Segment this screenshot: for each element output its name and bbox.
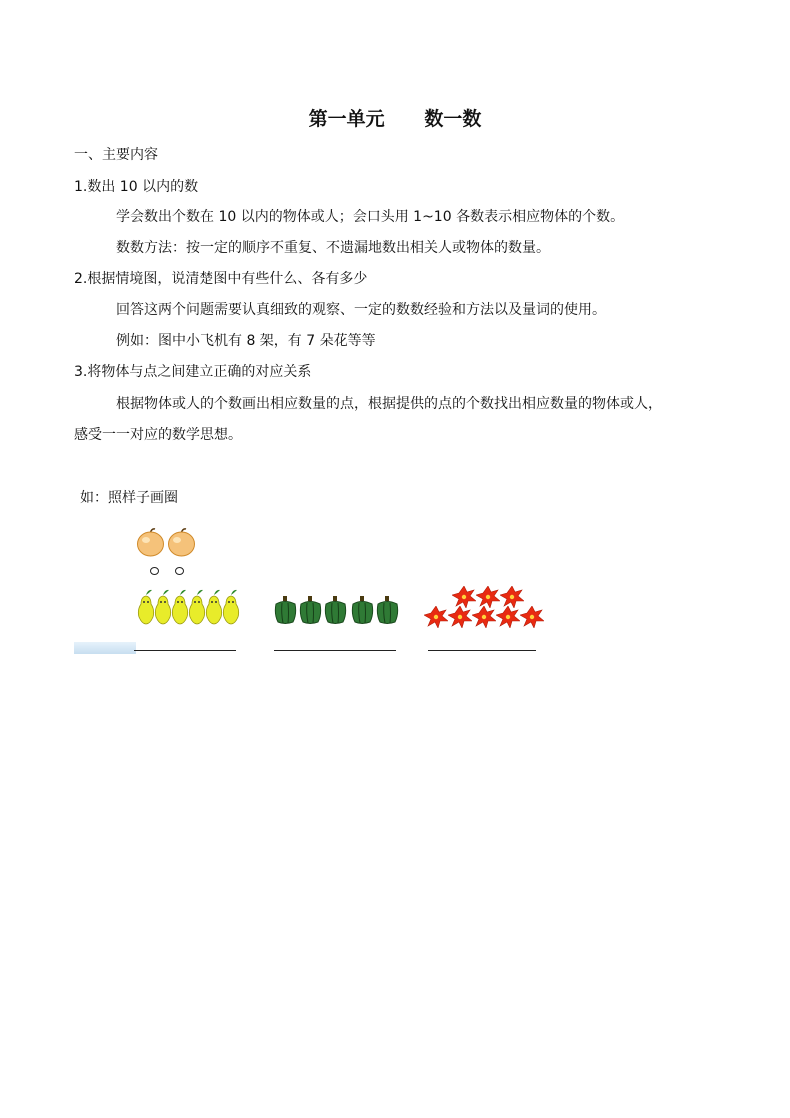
answer-line-peppers[interactable] bbox=[274, 650, 396, 651]
point1-line1: 学会数出个数在 10 以内的物体或人；会口头用 1~10 各数表示相应物体的个数。 bbox=[116, 209, 625, 225]
flower-icon bbox=[520, 606, 544, 628]
point2-heading: 2.根据情境图，说清楚图中有些什么、各有多少 bbox=[74, 271, 368, 287]
answer-line-pears[interactable] bbox=[134, 650, 236, 651]
flower-icon bbox=[472, 606, 496, 628]
pear-icon bbox=[154, 588, 172, 626]
pear-group bbox=[137, 588, 239, 626]
flower-icon bbox=[496, 606, 520, 628]
pear-icon bbox=[205, 588, 223, 626]
point2-line2: 例如：图中小飞机有 8 架，有 7 朵花等等 bbox=[116, 333, 376, 349]
flower-icon bbox=[452, 586, 476, 608]
pear-icon bbox=[137, 588, 155, 626]
pepper-icon bbox=[350, 596, 375, 625]
page-title: 第一单元 数一数 bbox=[308, 108, 482, 130]
pepper-icon bbox=[323, 596, 348, 625]
pear-icon bbox=[171, 588, 189, 626]
flower-icon bbox=[448, 606, 472, 628]
flower-icon bbox=[500, 586, 524, 608]
flower-group bbox=[424, 586, 544, 628]
point1-heading: 1.数出 10 以内的数 bbox=[74, 179, 199, 195]
pepper-group bbox=[273, 596, 400, 625]
flower-icon bbox=[476, 586, 500, 608]
sample-apples bbox=[135, 527, 197, 558]
point1-line2: 数数方法：按一定的顺序不重复、不遗漏地数出相关人或物体的数量。 bbox=[116, 240, 550, 256]
pepper-icon bbox=[273, 596, 298, 625]
pear-icon bbox=[188, 588, 206, 626]
circle-mark bbox=[150, 567, 159, 575]
pear-icon bbox=[222, 588, 240, 626]
point3-line2: 感受一一对应的数学思想。 bbox=[74, 427, 242, 443]
decorative-shade bbox=[74, 642, 136, 654]
point3-line1: 根据物体或人的个数画出相应数量的点，根据提供的点的个数找出相应数量的物体或人， bbox=[116, 396, 662, 412]
point3-heading: 3.将物体与点之间建立正确的对应关系 bbox=[74, 364, 312, 380]
apple-icon bbox=[135, 527, 166, 558]
answer-line-flowers[interactable] bbox=[428, 650, 536, 651]
example-label: 如：照样子画圈 bbox=[80, 490, 178, 506]
pepper-icon bbox=[298, 596, 323, 625]
flower-icon bbox=[424, 606, 448, 628]
point2-line1: 回答这两个问题需要认真细致的观察、一定的数数经验和方法以及量词的使用。 bbox=[116, 302, 606, 318]
section-heading: 一、主要内容 bbox=[74, 147, 158, 163]
pepper-icon bbox=[375, 596, 400, 625]
apple-icon bbox=[166, 527, 197, 558]
circle-mark bbox=[175, 567, 184, 575]
